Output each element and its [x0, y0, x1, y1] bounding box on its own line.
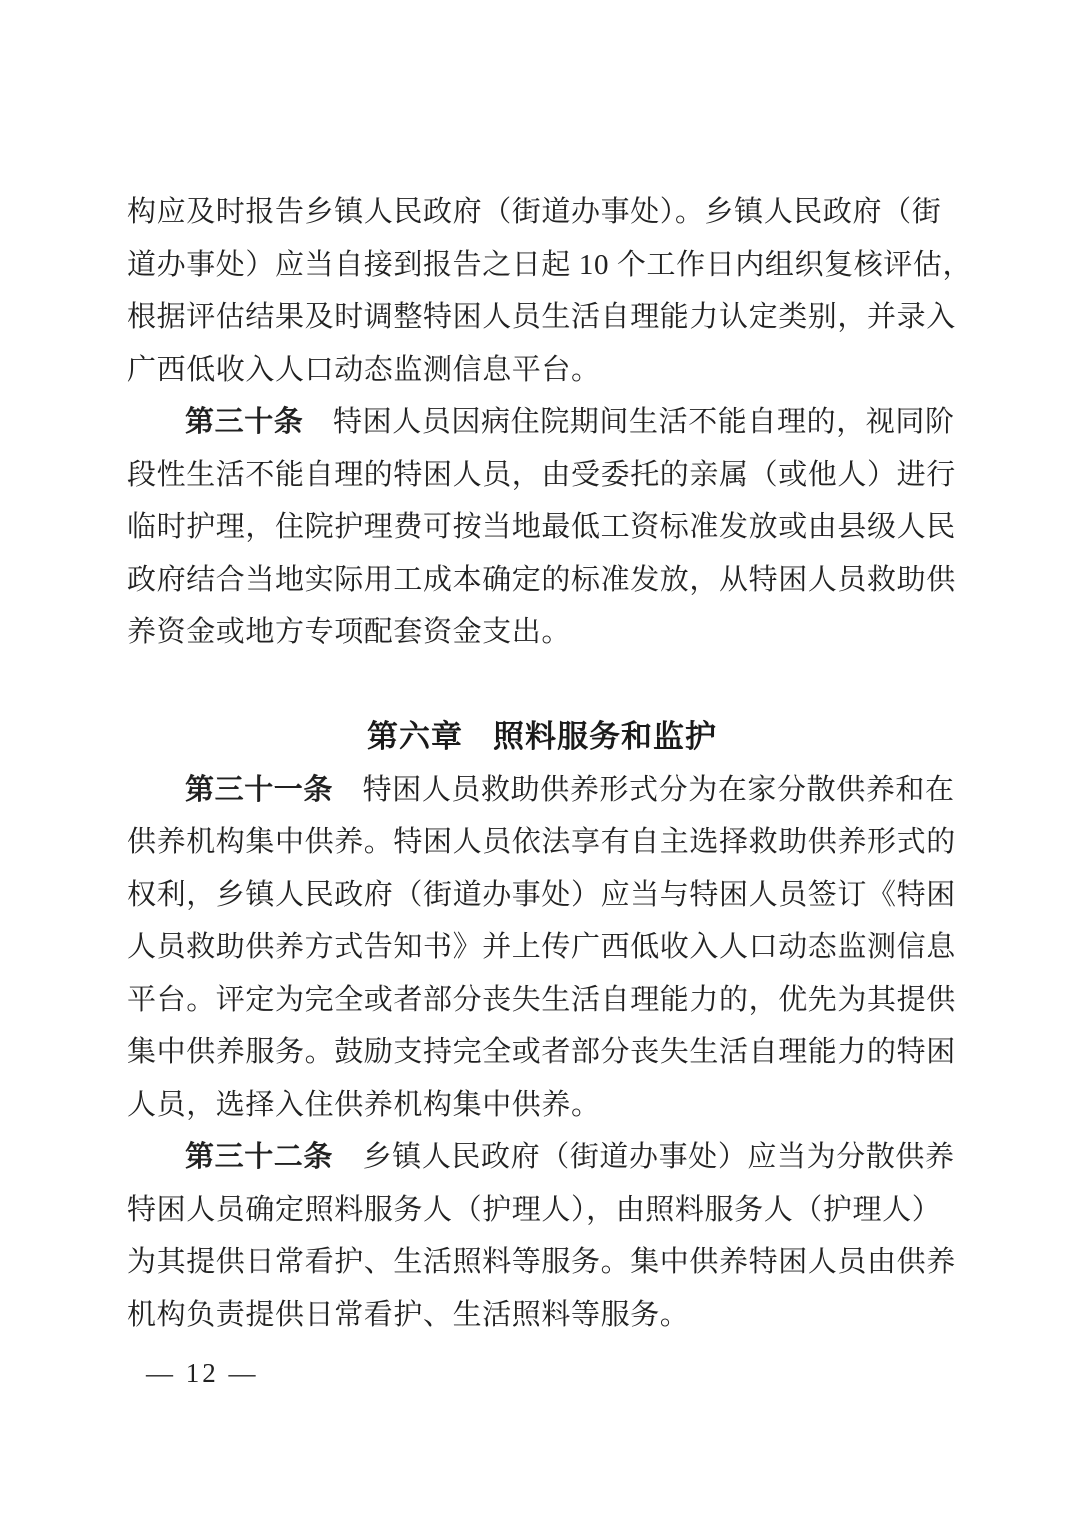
line-text: 政府结合当地实际用工成本确定的标准发放，从特困人员救助供	[127, 563, 956, 596]
line-text: 集中供养服务。鼓励支持完全或者部分丧失生活自理能力的特困	[127, 1036, 956, 1068]
text-line	[127, 1184, 957, 1237]
line-text: 特困人员因病住院期间生活不能自理的，视同阶	[303, 406, 955, 438]
line-text: 根据评估结果及时调整特困人员生活自理能力认定类别，并录入	[127, 301, 956, 333]
text-line	[127, 1079, 957, 1132]
chapter-heading	[127, 711, 957, 764]
text-line	[127, 396, 957, 449]
line-text: 临时护理，住院护理费可按当地最低工资标准发放或由县级人民	[127, 511, 956, 543]
line-text: 乡镇人民政府（街道办事处）应当为分散供养	[333, 1141, 955, 1173]
line-text: 平台。评定为完全或者部分丧失生活自理能力的，优先为其提供	[127, 983, 956, 1016]
article-number: 第三十二条	[185, 1141, 334, 1173]
line-text: 人员救助供养方式告知书》并上传广西低收入人口动态监测信息	[127, 931, 956, 963]
text-line	[127, 186, 957, 239]
text-line	[127, 1026, 957, 1079]
page-number: — 12 —	[146, 1358, 259, 1388]
article-number: 第三十一条	[185, 773, 334, 806]
article-number: 第三十条	[185, 406, 304, 438]
text-line	[127, 869, 957, 922]
chapter-title: 照料服务和监护	[493, 719, 717, 754]
text-line	[127, 554, 957, 607]
text-line	[127, 974, 957, 1027]
line-text: 为其提供日常看护、生活照料等服务。集中供养特困人员由供养	[127, 1246, 956, 1278]
text-line	[127, 239, 973, 292]
line-text: 段性生活不能自理的特困人员，由受委托的亲属（或他人）进行	[127, 458, 956, 491]
line-text: 供养机构集中供养。特困人员依法享有自主选择救助供养形式的	[127, 826, 956, 858]
text-line	[127, 764, 957, 817]
line-text: 人员，选择入住供养机构集中供养。	[127, 1088, 601, 1121]
line-text: 特困人员确定照料服务人（护理人），由照料服务人（护理人）	[127, 1193, 942, 1226]
line-text: 机构负责提供日常看护、生活照料等服务。	[127, 1298, 690, 1331]
text-line	[127, 1131, 957, 1184]
line-text: 构应及时报告乡镇人民政府（街道办事处）。乡镇人民政府（街	[127, 196, 942, 228]
text-line	[127, 1236, 957, 1289]
text-line	[127, 816, 957, 869]
line-text: 道办事处）应当自接到报告之日起 10 个工作日内组织复核评估，	[127, 248, 973, 281]
line-text: 广西低收入人口动态监测信息平台。	[127, 353, 601, 386]
text-line	[127, 1289, 957, 1342]
text-line	[127, 501, 957, 554]
chapter-number: 第六章	[367, 719, 463, 754]
text-line	[127, 344, 957, 397]
line-text: 养资金或地方专项配套资金支出。	[127, 616, 572, 648]
text-line	[127, 921, 957, 974]
text-line	[127, 449, 957, 502]
line-text: 权利，乡镇人民政府（街道办事处）应当与特困人员签订《特困	[127, 878, 956, 911]
text-line	[127, 291, 957, 344]
document-body	[127, 186, 973, 1341]
text-line	[127, 606, 957, 659]
line-text: 特困人员救助供养形式分为在家分散供养和在	[333, 773, 955, 806]
